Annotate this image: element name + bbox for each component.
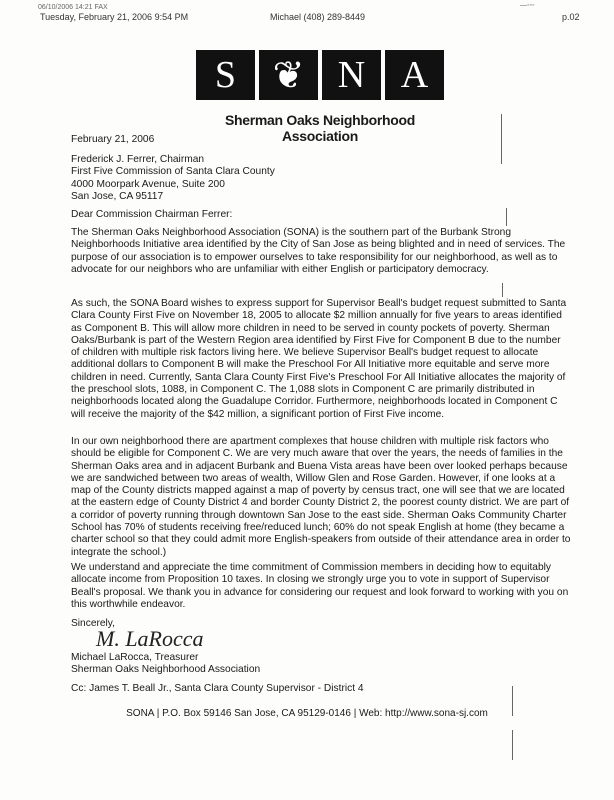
body-paragraph: The Sherman Oaks Neighborhood Association (SONA) is the southern part of the Burbank Strong Neighborhoods Initiative area identified by the City of San Jose as being blighted and in need of services. The purpose of our association is to empower ourselves to take responsibility for our neighborhood, as well as to advocate for our neighbors who are unfamiliar with either English or participatory democracy.: [71, 227, 566, 275]
scan-artifact-line: [502, 283, 503, 297]
signer-organization: Sherman Oaks Neighborhood Association: [71, 664, 261, 676]
scan-artifact-line: [512, 686, 513, 716]
fax-timestamp: Tuesday, February 21, 2006 9:54 PM: [40, 12, 189, 22]
letter-footer: SONA | P.O. Box 59146 San Jose, CA 95129-0146 | Web: http://www.sona-sj.com: [126, 708, 488, 719]
logo-letter-s: S: [196, 50, 255, 100]
fax-page-number: p.02: [562, 12, 580, 22]
logo-letter-n: N: [322, 50, 381, 100]
recipient-address: [71, 154, 571, 203]
recipient-line: First Five Commission of Santa Clara County: [71, 166, 275, 178]
signer-block: [71, 652, 571, 677]
recipient-line: Frederick J. Ferrer, Chairman: [71, 154, 205, 165]
letter-date: February 21, 2006: [71, 134, 155, 145]
signer-name: Michael LaRocca, Treasurer: [71, 652, 199, 663]
closing: Sincerely,: [71, 618, 115, 629]
body-paragraph: In our own neighborhood there are apartment complexes that house children with multiple risk factors who should be eligible for Component C. We are very much aware that over the years, the needs of families in the Sherman Oaks area and in adjacent Burbank and Buena Vista areas have been over looked perhaps because we are sandwiched between two areas of wealth, Willow Glen and Rose Garden. However, if one looks at a map of the County districts mapped against a map of poverty by census tract, one will see that we are located at the eastern edge of County District 4 and border County District 2, the poorest county district. We are part of a corridor of poverty running through downtown San Jose to the east side. Sherman Oaks Community Charter School has 70% of students receiving free/reduced lunch; 60% do not speak English at home (they became a charter school so that they could admit more English-speakers from outside of their attendance area in order to integrate the school.): [71, 436, 571, 558]
recipient-line: San Jose, CA 95117: [71, 190, 164, 202]
body-paragraph: As such, the SONA Board wishes to express support for Supervisor Beall's budget request submitted to Santa Clara County First Five on November 18, 2005 to allocate $2 million annually for five years to areas identified as Component B. This will allow more children in need to be served in county pockets of poverty. Sherman Oaks/Burbank is part of the Western Region area identified by First Five for Component B due to the number of children with multiple risk factors living here. We believe Supervisor Beall's budget request to allocate additional dollars to Component B will make the Preschool For All Initiative more equitable and serve more children in need. Currently, Santa Clara County First Five's Preschool For All Initiative allocates the majority of the preschool slots, 1088, in Component C. The 1,088 slots in Component C are primarily distributed in neighborhoods located along the Guadalupe Corridor. Furthermore, neighborhoods located in Component C will receive the majority of the $42 million, a significant portion of First Five income.: [71, 298, 567, 420]
logo-letter-a: A: [385, 50, 444, 100]
body-paragraph: We understand and appreciate the time commitment of Commission members in deciding how to equitably allocate income from Proposition 10 taxes. In closing we strongly urge you to vote in support of Supervisor Beall's proposal. We thank you in advance for considering our request and look forward to working with you on this worthwhile endeavor.: [71, 562, 569, 610]
cc-line: Cc: James T. Beall Jr., Santa Clara County Supervisor - District 4: [71, 683, 364, 694]
oak-leaf-icon: ❦: [259, 50, 318, 100]
organization-name: Sherman Oaks Neighborhood Association: [224, 112, 416, 144]
salutation: Dear Commission Chairman Ferrer:: [71, 209, 233, 220]
handwritten-signature: M. LaRocca: [96, 626, 204, 651]
scan-artifact-line: [506, 208, 507, 226]
recipient-line: 4000 Moorpark Avenue, Suite 200: [71, 178, 225, 190]
sona-logo: [196, 50, 446, 100]
fax-top-line: 06/10/2006 14:21 FAX: [38, 4, 108, 11]
fax-sender: Michael (408) 289-8449: [270, 12, 366, 22]
scan-artifact-line: [512, 730, 513, 760]
fax-corner-mark: —◦◦◦: [520, 2, 535, 9]
scan-artifact-line: [501, 114, 502, 164]
